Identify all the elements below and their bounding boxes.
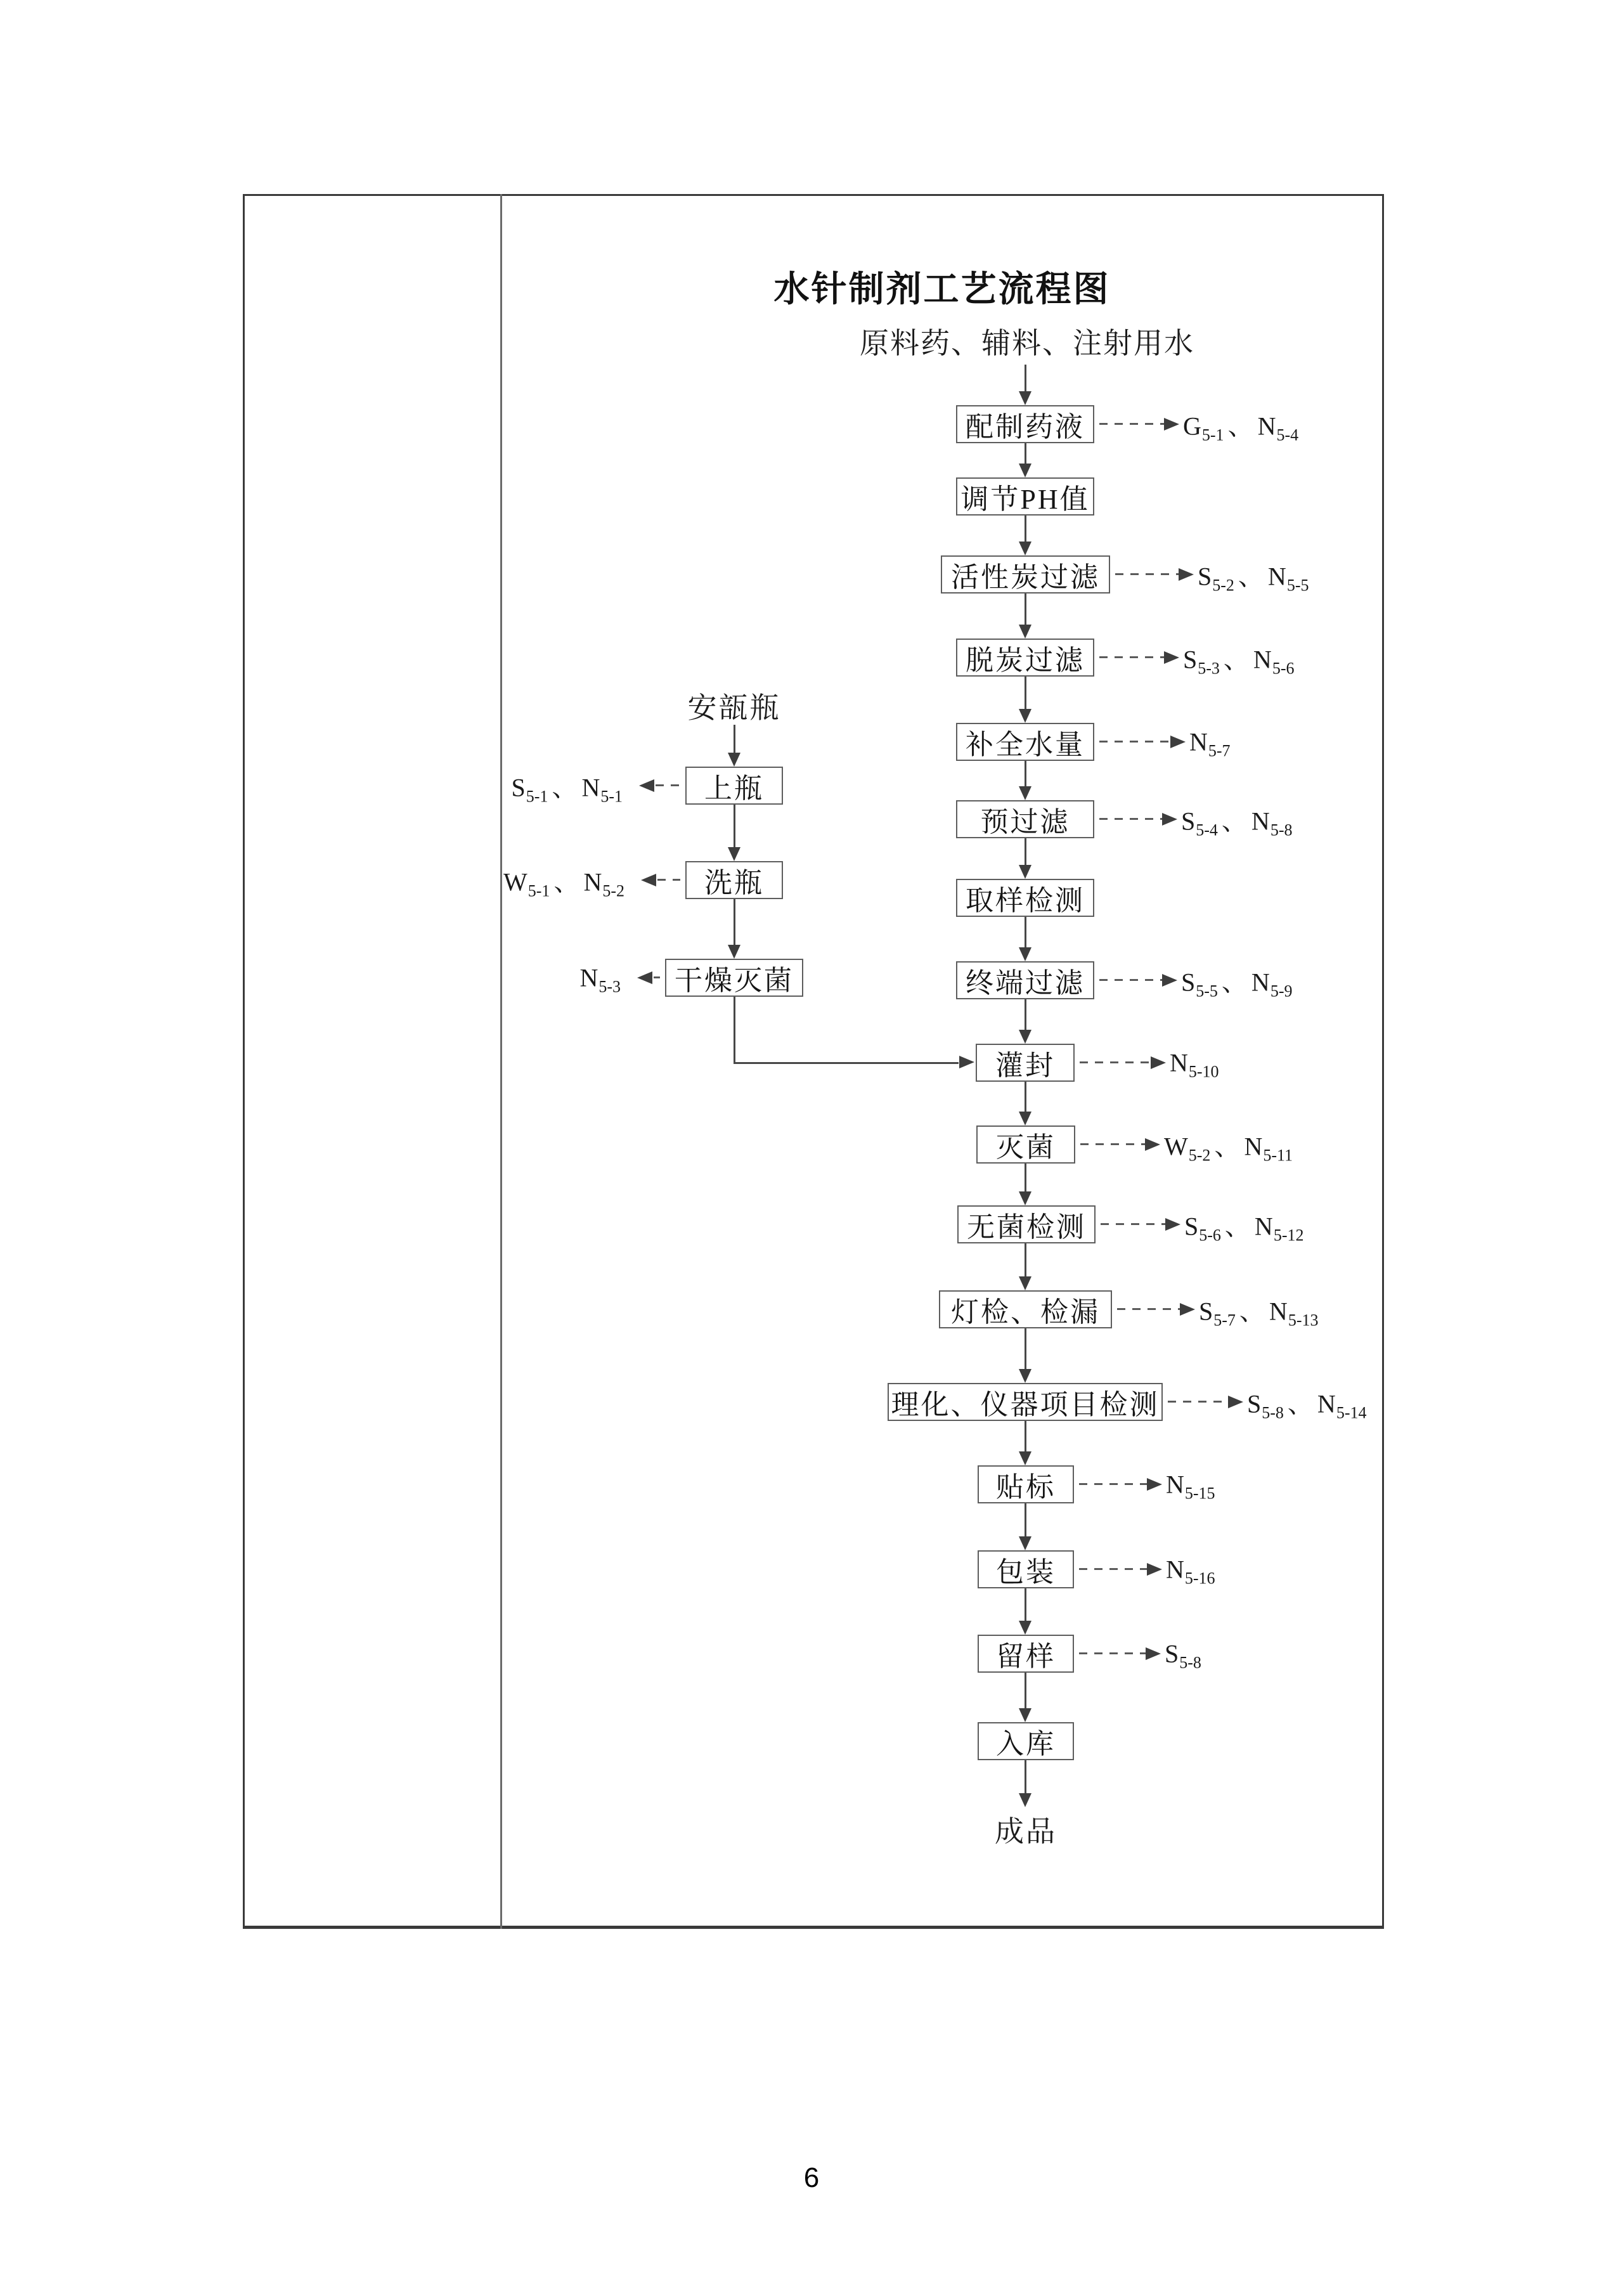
flow-node xyxy=(956,879,1094,917)
arrowhead-right-icon xyxy=(1164,418,1179,431)
arrowhead-left-icon xyxy=(637,971,652,984)
annotation-subscript: 5-1 xyxy=(526,787,548,806)
annotation-subscript: 5-1 xyxy=(527,881,550,900)
annotation-subscript: 5-15 xyxy=(1184,1484,1215,1503)
dashed-connector xyxy=(654,976,660,978)
flow-node xyxy=(956,961,1094,999)
arrowhead-right-icon xyxy=(1146,1647,1161,1660)
annotation-code: N xyxy=(1254,1212,1274,1241)
flow-node-label: 补全水量 xyxy=(966,729,1085,760)
annotation-code: N xyxy=(581,773,601,802)
flow-arrow-line xyxy=(1025,761,1026,788)
dashed-connector xyxy=(656,784,680,786)
arrowhead-down-icon xyxy=(1019,709,1031,723)
annotation-code: N xyxy=(1253,645,1272,674)
annotation-label xyxy=(1247,1384,1366,1420)
flow-node-label: 理化、仪器项目检测 xyxy=(891,1389,1160,1420)
flow-node-label: 灯检、检漏 xyxy=(951,1297,1100,1328)
annotation-code: N xyxy=(1170,1048,1189,1077)
flow-node xyxy=(941,555,1110,593)
annotation-label xyxy=(1164,1127,1293,1163)
flow-node xyxy=(976,1044,1075,1082)
arrowhead-left-icon xyxy=(641,874,656,886)
flow-node-label: 入库 xyxy=(996,1728,1056,1760)
flow-arrow-line xyxy=(734,805,735,848)
annotation-label xyxy=(1198,557,1309,593)
flow-node xyxy=(978,1550,1074,1588)
annotation-code: S xyxy=(1184,1212,1199,1241)
flow-node-label: 配制药液 xyxy=(966,412,1085,443)
annotation-subscript: 5-10 xyxy=(1188,1062,1219,1081)
arrowhead-down-icon xyxy=(1019,1030,1031,1044)
annotation-code: N xyxy=(1244,1132,1264,1161)
annotation-separator: 、 xyxy=(553,867,580,897)
flow-node-label: 包装 xyxy=(996,1557,1056,1588)
flow-arrow-line xyxy=(1025,838,1026,866)
flow-arrow-line xyxy=(1025,593,1026,626)
annotation-subscript: 5-5 xyxy=(1286,576,1309,595)
annotation-subscript: 5-7 xyxy=(1208,741,1231,760)
flow-node-label: 贴标 xyxy=(996,1472,1056,1503)
annotation-subscript: 5-9 xyxy=(1270,982,1293,1001)
annotation-code: N xyxy=(1251,807,1271,836)
dashed-connector xyxy=(1080,1061,1151,1063)
annotation-subscript: 5-6 xyxy=(1199,1226,1221,1245)
arrowhead-down-icon xyxy=(1019,1369,1031,1383)
annotation-subscript: 5-4 xyxy=(1276,425,1299,444)
arrowhead-down-icon xyxy=(1019,1708,1031,1722)
arrowhead-down-icon xyxy=(1019,1191,1031,1205)
arrowhead-down-icon xyxy=(1019,1793,1031,1807)
flow-node-label: 取样检测 xyxy=(966,885,1085,916)
arrowhead-right-icon xyxy=(1179,568,1194,581)
flow-node-label: 脱炭过滤 xyxy=(966,645,1085,676)
flow-node-label: 留样 xyxy=(996,1641,1056,1672)
flow-arrow-line xyxy=(1025,1082,1026,1113)
annotation-subscript: 5-12 xyxy=(1273,1226,1304,1245)
flow-node xyxy=(956,477,1094,516)
arrowhead-down-icon xyxy=(1019,1112,1031,1125)
dashed-connector xyxy=(1099,423,1164,425)
flow-node xyxy=(978,1722,1074,1760)
arrowhead-right-icon xyxy=(959,1056,974,1068)
flow-node xyxy=(888,1383,1163,1421)
arrowhead-right-icon xyxy=(1147,1563,1162,1576)
flow-node xyxy=(956,405,1094,443)
flow-node xyxy=(665,959,803,997)
annotation-subscript: 5-2 xyxy=(1212,576,1234,595)
flow-node-label: 调节PH值 xyxy=(960,484,1090,515)
flow-arrow-line xyxy=(1025,1588,1026,1622)
annotation-subscript: 5-8 xyxy=(1179,1653,1201,1672)
annotation-code: G xyxy=(1183,412,1202,441)
annotation-subscript: 5-2 xyxy=(602,881,624,900)
arrowhead-right-icon xyxy=(1180,1303,1195,1316)
annotation-subscript: 5-7 xyxy=(1213,1311,1236,1330)
annotation-label xyxy=(512,768,623,804)
annotation-subscript: 5-2 xyxy=(1188,1146,1211,1165)
annotation-code: S xyxy=(1181,968,1196,997)
annotation-subscript: 5-14 xyxy=(1336,1403,1367,1422)
annotation-code: S xyxy=(1165,1639,1180,1668)
arrowhead-down-icon xyxy=(1019,1536,1031,1550)
flow-arrow-line xyxy=(1025,999,1026,1031)
annotation-separator: 、 xyxy=(1224,1212,1251,1241)
annotation-label xyxy=(503,862,624,898)
arrowhead-down-icon xyxy=(1019,947,1031,961)
flow-arrow-line xyxy=(1025,516,1026,543)
arrowhead-right-icon xyxy=(1170,736,1186,748)
annotation-subscript: 5-3 xyxy=(598,977,621,996)
annotation-label xyxy=(1181,963,1292,999)
arrowhead-down-icon xyxy=(728,945,740,959)
dashed-connector xyxy=(1117,1308,1180,1310)
annotation-code: S xyxy=(1183,645,1198,674)
flow-node-label: 活性炭过滤 xyxy=(951,562,1100,593)
flow-arrow-line xyxy=(734,725,735,754)
annotation-code: S xyxy=(1198,562,1213,591)
annotation-code: S xyxy=(1247,1389,1262,1418)
arrowhead-down-icon xyxy=(1019,1621,1031,1635)
dashed-connector xyxy=(1079,1483,1147,1485)
flow-node xyxy=(685,767,783,805)
annotation-subscript: 5-8 xyxy=(1270,820,1293,840)
dashed-connector xyxy=(1099,818,1162,820)
flow-arrow-line xyxy=(1025,917,1026,949)
flow-node-label: 干燥灭菌 xyxy=(675,965,794,996)
annotation-label xyxy=(1189,727,1231,760)
annotation-code: N xyxy=(1269,1297,1288,1326)
arrowhead-down-icon xyxy=(1019,865,1031,879)
flow-arrow-line xyxy=(1025,677,1026,710)
flow-arrow-line xyxy=(1025,1673,1026,1709)
dashed-connector xyxy=(1079,1568,1147,1570)
annotation-code: W xyxy=(1164,1132,1189,1161)
arrowhead-right-icon xyxy=(1147,1478,1162,1491)
annotation-separator: 、 xyxy=(1238,562,1264,591)
dashed-connector xyxy=(1101,1223,1165,1225)
dashed-connector xyxy=(1079,1652,1146,1654)
flow-node-label: 预过滤 xyxy=(980,807,1070,838)
annotation-label xyxy=(1165,1639,1201,1672)
flow-arrow-line xyxy=(1025,1503,1026,1538)
flow-node-label: 灌封 xyxy=(995,1050,1055,1081)
annotation-code: N xyxy=(1251,968,1271,997)
flow-elbow-horizontal xyxy=(734,1062,959,1064)
arrowhead-right-icon xyxy=(1164,651,1179,664)
annotation-code: W xyxy=(503,867,528,897)
annotation-label xyxy=(1170,1048,1219,1081)
flow-node xyxy=(685,861,783,899)
arrowhead-right-icon xyxy=(1151,1056,1166,1069)
arrowhead-down-icon xyxy=(1019,1451,1031,1465)
annotation-code: N xyxy=(1267,562,1287,591)
annotation-subscript: 5-1 xyxy=(600,787,623,806)
dashed-connector xyxy=(1099,656,1164,658)
annotation-code: S xyxy=(1199,1297,1214,1326)
flow-arrow-line xyxy=(1025,1421,1026,1453)
flow-node xyxy=(939,1290,1112,1328)
annotation-subscript: 5-8 xyxy=(1262,1403,1284,1422)
flow-node-label: 无菌检测 xyxy=(967,1212,1086,1243)
flow-arrow-line xyxy=(734,899,735,946)
annotation-code: N xyxy=(579,963,599,992)
annotation-label xyxy=(1183,406,1298,443)
annotation-code: N xyxy=(583,867,603,897)
annotation-separator: 、 xyxy=(1221,968,1248,997)
dashed-connector xyxy=(1168,1401,1228,1403)
annotation-label xyxy=(1166,1470,1215,1503)
annotation-separator: 、 xyxy=(1239,1297,1265,1326)
annotation-label xyxy=(579,963,621,996)
annotation-code: N xyxy=(1166,1470,1185,1499)
arrowhead-right-icon xyxy=(1162,974,1177,987)
arrowhead-down-icon xyxy=(1019,464,1031,477)
flow-node xyxy=(957,1205,1096,1243)
flow-node xyxy=(978,1465,1074,1503)
flow-node-label: 灭菌 xyxy=(996,1132,1056,1163)
annotation-subscript: 5-6 xyxy=(1272,659,1295,678)
flow-node-label: 上瓶 xyxy=(704,773,764,804)
annotation-subscript: 5-4 xyxy=(1196,820,1218,840)
arrowhead-down-icon xyxy=(1019,391,1031,405)
flow-arrow-line xyxy=(1025,1760,1026,1794)
dashed-connector xyxy=(1099,979,1162,981)
dashed-connector xyxy=(657,879,680,881)
ampoule-label: 安瓿瓶 xyxy=(687,692,781,724)
arrowhead-right-icon xyxy=(1228,1396,1243,1408)
flow-node xyxy=(978,1635,1074,1673)
flow-node-label: 终端过滤 xyxy=(966,968,1085,999)
annotation-separator: 、 xyxy=(1287,1389,1314,1418)
arrowhead-down-icon xyxy=(728,847,740,861)
annotation-separator: 、 xyxy=(1223,645,1250,674)
annotation-code: S xyxy=(511,773,526,802)
annotation-subscript: 5-13 xyxy=(1288,1311,1319,1330)
product-label: 成品 xyxy=(995,1815,1057,1848)
arrowhead-down-icon xyxy=(1019,542,1031,555)
flow-node xyxy=(956,639,1094,677)
dashed-connector xyxy=(1115,573,1179,575)
arrowhead-left-icon xyxy=(639,779,654,792)
annotation-subscript: 5-11 xyxy=(1263,1146,1293,1165)
dashed-connector xyxy=(1099,741,1170,743)
annotation-subscript: 5-1 xyxy=(1201,425,1224,444)
annotation-label xyxy=(1199,1292,1318,1328)
flow-node xyxy=(956,800,1094,838)
annotation-separator: 、 xyxy=(1227,412,1254,441)
annotation-subscript: 5-16 xyxy=(1184,1569,1215,1588)
annotation-code: N xyxy=(1166,1555,1185,1584)
flow-node-label: 洗瓶 xyxy=(704,867,764,898)
flowchart-title: 水针制剂工艺流程图 xyxy=(773,270,1111,309)
flow-elbow-vertical xyxy=(734,997,735,1064)
annotation-subscript: 5-3 xyxy=(1198,659,1220,678)
arrowhead-right-icon xyxy=(1162,813,1177,826)
annotation-label xyxy=(1166,1555,1215,1588)
flow-arrow-line xyxy=(1025,443,1026,465)
flow-arrow-line xyxy=(1025,1243,1026,1278)
annotation-code: N xyxy=(1317,1389,1336,1418)
arrowhead-right-icon xyxy=(1165,1218,1180,1231)
annotation-code: N xyxy=(1189,727,1208,756)
annotation-label xyxy=(1184,1207,1303,1243)
flow-arrow-line xyxy=(1025,1328,1026,1370)
flowchart-source-label: 原料药、辅料、注射用水 xyxy=(860,327,1194,360)
arrowhead-down-icon xyxy=(1019,1276,1031,1290)
annotation-code: N xyxy=(1257,412,1277,441)
dashed-connector xyxy=(1080,1143,1145,1145)
flow-arrow-line xyxy=(1025,365,1026,392)
annotation-subscript: 5-5 xyxy=(1196,982,1218,1001)
annotation-separator: 、 xyxy=(552,773,578,802)
arrowhead-down-icon xyxy=(1019,625,1031,639)
annotation-separator: 、 xyxy=(1214,1132,1241,1161)
page-number: 6 xyxy=(803,2162,820,2193)
arrowhead-right-icon xyxy=(1145,1138,1160,1151)
arrowhead-down-icon xyxy=(1019,786,1031,800)
annotation-separator: 、 xyxy=(1221,807,1248,836)
flow-node xyxy=(976,1125,1075,1164)
flow-node xyxy=(956,723,1094,761)
arrowhead-down-icon xyxy=(728,753,740,767)
annotation-label xyxy=(1183,640,1294,676)
flow-arrow-line xyxy=(1025,1164,1026,1193)
annotation-code: S xyxy=(1181,807,1196,836)
annotation-label xyxy=(1181,801,1292,838)
